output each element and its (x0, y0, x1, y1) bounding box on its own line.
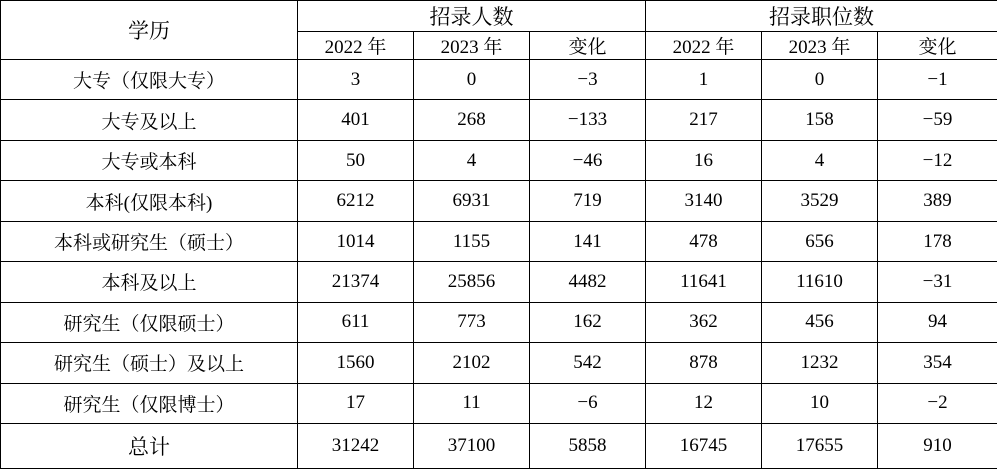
cell-position-change: −12 (878, 140, 997, 180)
table-row (1, 302, 997, 342)
table-body (1, 60, 997, 469)
table-row (1, 343, 997, 383)
cell-recruit-2023: 2102 (414, 343, 530, 383)
row-label: 研究生（仅限博士） (1, 383, 298, 423)
table-header (1, 1, 997, 60)
cell-position-2023: 3529 (762, 181, 878, 221)
cell-recruit-change: 542 (530, 343, 646, 383)
row-label: 本科(仅限本科) (1, 181, 298, 221)
cell-recruit-2022: 401 (298, 100, 414, 140)
row-label: 研究生（仅限硕士） (1, 302, 298, 342)
cell-recruit-2022: 21374 (298, 262, 414, 302)
cell-recruit-2023: 25856 (414, 262, 530, 302)
cell-position-2022: 478 (646, 221, 762, 261)
cell-position-2023: 11610 (762, 262, 878, 302)
table-row (1, 181, 997, 221)
cell-position-2023: 1232 (762, 343, 878, 383)
cell-position-change: 94 (878, 302, 997, 342)
cell-position-2022: 1 (646, 60, 762, 100)
header-group-position-count: 招录职位数 (646, 1, 997, 32)
cell-position-change: −1 (878, 60, 997, 100)
cell-recruit-change: 719 (530, 181, 646, 221)
table-row (1, 262, 997, 302)
header-sub-position-change: 变化 (878, 32, 997, 60)
cell-position-change: −59 (878, 100, 997, 140)
cell-position-2022: 12 (646, 383, 762, 423)
cell-recruit-change: −46 (530, 140, 646, 180)
cell-position-2023: 0 (762, 60, 878, 100)
cell-position-2022: 878 (646, 343, 762, 383)
cell-recruit-2023: 268 (414, 100, 530, 140)
table-row (1, 140, 997, 180)
cell-recruit-2023: 11 (414, 383, 530, 423)
row-label-total: 总计 (1, 424, 298, 469)
cell-position-2023: 4 (762, 140, 878, 180)
cell-position-2022: 362 (646, 302, 762, 342)
cell-position-change: 178 (878, 221, 997, 261)
header-sub-recruit-change: 变化 (530, 32, 646, 60)
cell-recruit-2022: 6212 (298, 181, 414, 221)
cell-position-2023: 10 (762, 383, 878, 423)
cell-recruit-2023: 6931 (414, 181, 530, 221)
table-row (1, 221, 997, 261)
cell-recruit-2023: 1155 (414, 221, 530, 261)
header-education: 学历 (1, 1, 298, 60)
cell-recruit-2023: 37100 (414, 424, 530, 469)
cell-recruit-change: 162 (530, 302, 646, 342)
row-label: 大专及以上 (1, 100, 298, 140)
cell-position-2022: 11641 (646, 262, 762, 302)
table-row-total (1, 424, 997, 469)
header-sub-recruit-2023: 2023 年 (414, 32, 530, 60)
cell-recruit-2022: 50 (298, 140, 414, 180)
table-row (1, 383, 997, 423)
cell-position-2023: 158 (762, 100, 878, 140)
cell-recruit-2022: 611 (298, 302, 414, 342)
row-label: 大专（仅限大专） (1, 60, 298, 100)
row-label: 本科及以上 (1, 262, 298, 302)
cell-recruit-2023: 773 (414, 302, 530, 342)
cell-recruit-change: −133 (530, 100, 646, 140)
cell-position-2022: 16 (646, 140, 762, 180)
header-sub-position-2023: 2023 年 (762, 32, 878, 60)
cell-recruit-change: 141 (530, 221, 646, 261)
cell-recruit-change: −6 (530, 383, 646, 423)
row-label: 本科或研究生（硕士） (1, 221, 298, 261)
cell-recruit-2023: 4 (414, 140, 530, 180)
cell-recruit-2022: 1014 (298, 221, 414, 261)
cell-recruit-2022: 3 (298, 60, 414, 100)
cell-position-2022: 217 (646, 100, 762, 140)
cell-recruit-2022: 31242 (298, 424, 414, 469)
cell-position-change: −2 (878, 383, 997, 423)
cell-recruit-2022: 1560 (298, 343, 414, 383)
header-sub-position-2022: 2022 年 (646, 32, 762, 60)
header-sub-recruit-2022: 2022 年 (298, 32, 414, 60)
header-row-groups (1, 1, 997, 32)
cell-recruit-change: −3 (530, 60, 646, 100)
header-group-recruit-count: 招录人数 (298, 1, 646, 32)
cell-position-2022: 16745 (646, 424, 762, 469)
cell-recruit-change: 4482 (530, 262, 646, 302)
row-label: 大专或本科 (1, 140, 298, 180)
cell-position-change: 354 (878, 343, 997, 383)
cell-position-2023: 17655 (762, 424, 878, 469)
row-label: 研究生（硕士）及以上 (1, 343, 298, 383)
cell-recruit-change: 5858 (530, 424, 646, 469)
table-row (1, 100, 997, 140)
table-row (1, 60, 997, 100)
cell-position-change: −31 (878, 262, 997, 302)
cell-position-2023: 456 (762, 302, 878, 342)
cell-recruit-2023: 0 (414, 60, 530, 100)
cell-position-change: 389 (878, 181, 997, 221)
cell-position-2022: 3140 (646, 181, 762, 221)
cell-recruit-2022: 17 (298, 383, 414, 423)
cell-position-change: 910 (878, 424, 997, 469)
cell-position-2023: 656 (762, 221, 878, 261)
